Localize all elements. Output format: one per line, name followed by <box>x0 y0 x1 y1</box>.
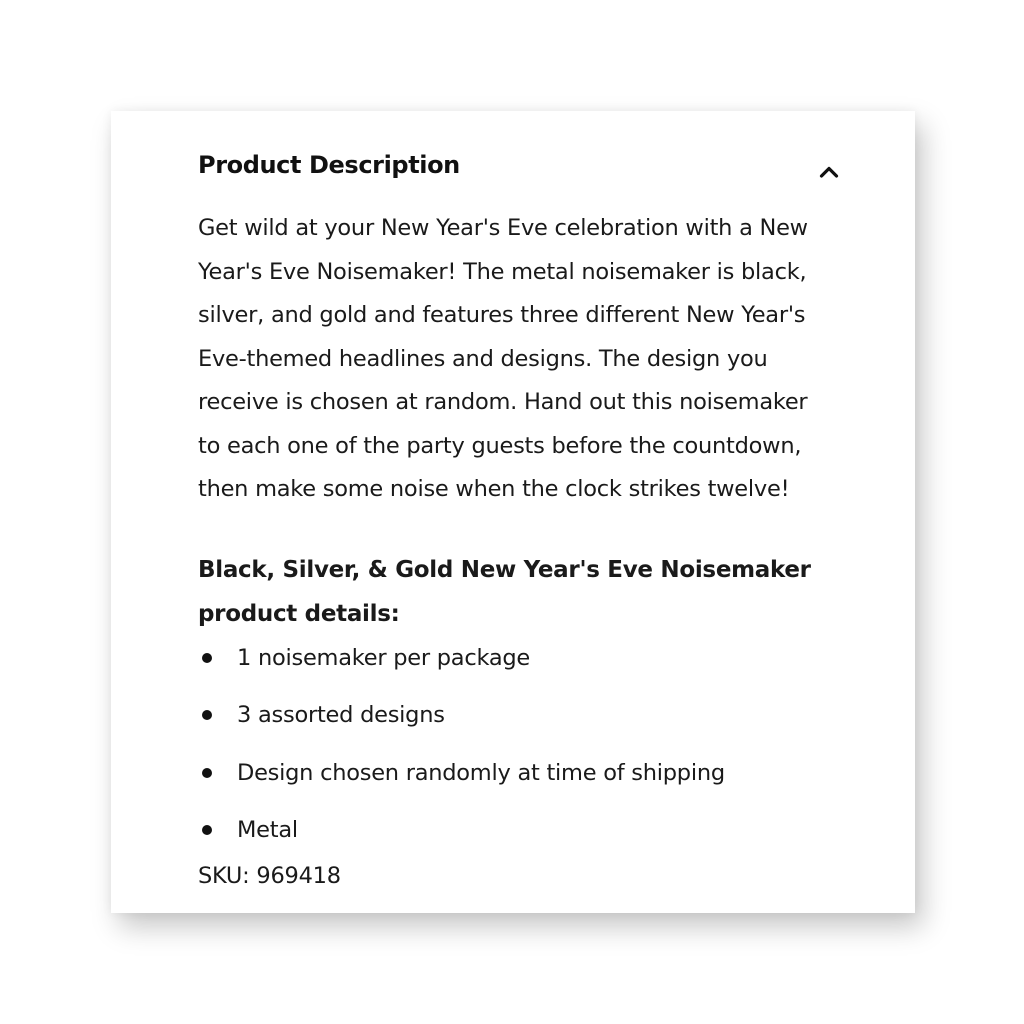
bullet-icon <box>202 768 212 778</box>
list-item-text: 3 assorted designs <box>237 702 445 728</box>
list-item-text: Design chosen randomly at time of shipping <box>237 759 725 786</box>
bullet-icon <box>202 710 212 720</box>
details-list <box>198 636 848 866</box>
bullet-icon <box>202 825 212 835</box>
sku-label: SKU: 969418 <box>198 863 341 889</box>
bullet-icon <box>202 653 212 663</box>
details-heading: Black, Silver, & Gold New Year's Eve Noisemaker product details: <box>198 556 811 627</box>
list-item <box>198 751 848 809</box>
accordion-header[interactable] <box>198 149 846 191</box>
list-item <box>198 693 848 751</box>
list-item <box>198 808 848 866</box>
list-item <box>198 636 848 694</box>
collapse-toggle-button[interactable] <box>812 155 846 189</box>
chevron-up-icon <box>812 155 846 189</box>
list-item-text: 1 noisemaker per package <box>237 644 531 671</box>
panel-body <box>198 207 848 866</box>
product-description-panel <box>111 111 915 913</box>
panel-title: Product Description <box>198 151 460 179</box>
product-description-text: Get wild at your New Year's Eve celebration with a New Year's Eve Noisemaker! The metal noisemaker is black, silver, and gold and features three different New Year's Eve-themed headlines and designs. The design you receive is chosen at random. Hand out this noisemaker to each one of the party guests before the countdown, then make some noise when the clock strikes twelve! <box>198 215 808 502</box>
list-item-text: Metal <box>237 817 298 843</box>
